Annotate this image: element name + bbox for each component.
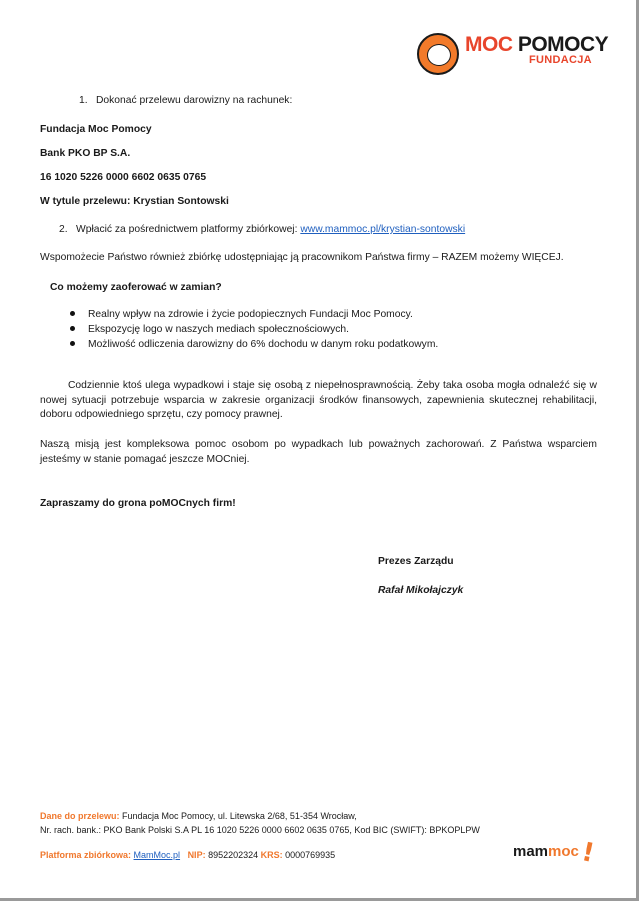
mammoc-logo <box>513 843 579 860</box>
item1-text: Dokonać przelewu darowizny na rachunek: <box>96 95 293 106</box>
paragraph-mission: Naszą misją jest kompleksowa pomoc osobom po wypadkach lub poważnych zachorowań. Z Państwa wsparciem jesteśmy w stanie pomagać jeszcze MOCniej. <box>40 439 597 465</box>
bullet-icon <box>70 341 75 346</box>
footer-nip-value: 8952202324 <box>205 850 261 860</box>
recipient-account: 16 1020 5226 0000 6602 0635 0765 <box>40 172 207 183</box>
mammoc-logo-mam: mam <box>513 843 549 860</box>
recipient-bank: Bank PKO BP S.A. <box>40 148 131 159</box>
logo-emblem <box>427 44 451 66</box>
footer-platform-link[interactable]: MamMoc.pl <box>133 850 181 860</box>
footer-transfer-label: Dane do przelewu: <box>40 811 120 821</box>
brand-subtitle: FUNDACJA <box>529 54 592 66</box>
signature-role: Prezes Zarządu <box>378 556 454 567</box>
foundation-logo-icon <box>417 33 459 75</box>
footer-platform-label: Platforma zbiórkowa: <box>40 850 132 860</box>
brand-pomocy: POMOCY <box>517 33 609 56</box>
share-text: Wspomożecie Państwo również zbiórkę udostępniając ją pracownikom Państwa firmy – RAZEM możemy WIĘCEJ. <box>40 252 564 263</box>
footer-krs-label: KRS: <box>260 850 283 860</box>
item2-line <box>76 223 465 236</box>
footer-transfer-line <box>40 810 357 823</box>
list-number-2: 2. <box>59 224 68 235</box>
footer-account-line: Nr. rach. bank.: PKO Bank Polski S.A PL 16 1020 5226 0000 6602 0635 0765, Kod BIC (SWIFT): BPKOPLPW <box>40 825 480 835</box>
offer-heading: Co możemy zaoferować w zamian? <box>50 282 222 293</box>
footer-nip-label: NIP: <box>187 850 206 860</box>
list-number-1: 1. <box>79 95 88 106</box>
fundraiser-link[interactable]: www.mammoc.pl/krystian-sontowski <box>300 224 466 235</box>
invite-text: Zapraszamy do grona poMOCnych firm! <box>40 498 236 509</box>
signature-name: Rafał Mikołajczyk <box>378 585 464 596</box>
footer-platform-line <box>40 849 335 862</box>
item2-text: Wpłacić za pośrednictwem platformy zbiórkowej: <box>76 224 301 235</box>
bullet-icon <box>70 311 75 316</box>
offer-item: Możliwość odliczenia darowizny do 6% dochodu w danym roku podatkowym. <box>88 339 439 350</box>
footer-krs-value: 0000769935 <box>282 850 336 860</box>
transfer-title: W tytule przelewu: Krystian Sontowski <box>40 196 229 207</box>
recipient-name: Fundacja Moc Pomocy <box>40 124 152 135</box>
mammoc-logo-moc: moc <box>548 843 579 860</box>
footer-transfer-text: Fundacja Moc Pomocy, ul. Litewska 2/68, 51-354 Wrocław, <box>119 811 357 821</box>
mammoc-exclamation-icon: ! <box>579 837 597 869</box>
offer-item: Ekspozycję logo w naszych mediach społecznościowych. <box>88 324 349 335</box>
brand-moc: MOC <box>465 33 513 56</box>
paragraph-mission-context: Codziennie ktoś ulega wypadkowi i staje się osobą z niepełnosprawnością. Żeby taka osoba mogła odnaleźć się w nowej sytuacji potrzebuje wsparcia w zakresie organizacji środków finansowych, zapewnienia skutecznej rehabilitacji, doboru odpowiedniego sprzętu, czy pomocy prawnej. <box>40 380 597 420</box>
offer-item: Realny wpływ na zdrowie i życie podopiecznych Fundacji Moc Pomocy. <box>88 309 413 320</box>
bullet-icon <box>70 326 75 331</box>
